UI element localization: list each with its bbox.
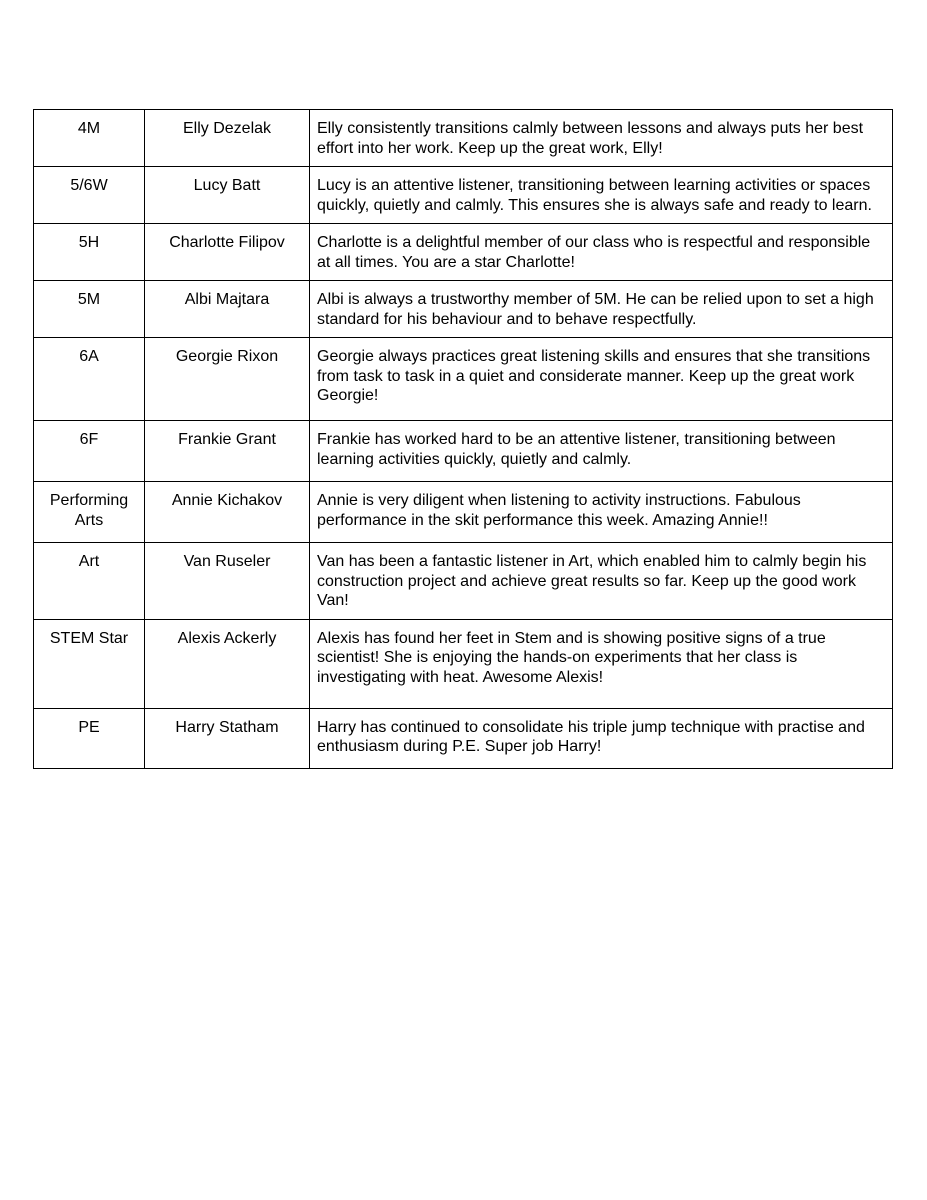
student-name-cell: Frankie Grant	[145, 421, 310, 482]
student-name-cell: Van Ruseler	[145, 543, 310, 620]
class-cell: 4M	[34, 110, 145, 167]
student-name-cell: Harry Statham	[145, 708, 310, 768]
class-cell: Performing Arts	[34, 482, 145, 543]
comment-cell: Alexis has found her feet in Stem and is showing positive signs of a true scientist! She is enjoying the hands-on experiments that her class is investigating with heat. Awesome Alexis!	[310, 619, 893, 708]
class-cell: 6A	[34, 338, 145, 421]
table-row	[34, 421, 893, 482]
table-row	[34, 338, 893, 421]
table-row	[34, 619, 893, 708]
class-cell: STEM Star	[34, 619, 145, 708]
class-cell: PE	[34, 708, 145, 768]
comment-cell: Frankie has worked hard to be an attentive listener, transitioning between learning activities quickly, quietly and calmly.	[310, 421, 893, 482]
table-row	[34, 543, 893, 620]
table-row	[34, 224, 893, 281]
student-name-cell: Albi Majtara	[145, 281, 310, 338]
class-cell: 6F	[34, 421, 145, 482]
class-cell: 5/6W	[34, 167, 145, 224]
table-row	[34, 482, 893, 543]
class-cell: 5H	[34, 224, 145, 281]
student-name-cell: Lucy Batt	[145, 167, 310, 224]
student-name-cell: Elly Dezelak	[145, 110, 310, 167]
student-name-cell: Alexis Ackerly	[145, 619, 310, 708]
student-name-cell: Georgie Rixon	[145, 338, 310, 421]
awards-table	[33, 109, 893, 769]
comment-cell: Charlotte is a delightful member of our class who is respectful and responsible at all times. You are a star Charlotte!	[310, 224, 893, 281]
class-cell: Art	[34, 543, 145, 620]
table-row	[34, 110, 893, 167]
table-row	[34, 281, 893, 338]
comment-cell: Elly consistently transitions calmly between lessons and always puts her best effort into her work. Keep up the great work, Elly!	[310, 110, 893, 167]
student-name-cell: Charlotte Filipov	[145, 224, 310, 281]
comment-cell: Albi is always a trustworthy member of 5M. He can be relied upon to set a high standard for his behaviour and to behave respectfully.	[310, 281, 893, 338]
student-name-cell: Annie Kichakov	[145, 482, 310, 543]
comment-cell: Van has been a fantastic listener in Art, which enabled him to calmly begin his construction project and achieve great results so far. Keep up the good work Van!	[310, 543, 893, 620]
comment-cell: Harry has continued to consolidate his triple jump technique with practise and enthusiasm during P.E. Super job Harry!	[310, 708, 893, 768]
class-cell: 5M	[34, 281, 145, 338]
table-row	[34, 167, 893, 224]
table-row	[34, 708, 893, 768]
comment-cell: Annie is very diligent when listening to activity instructions. Fabulous performance in the skit performance this week. Amazing Annie!!	[310, 482, 893, 543]
comment-cell: Lucy is an attentive listener, transitioning between learning activities or spaces quickly, quietly and calmly. This ensures she is always safe and ready to learn.	[310, 167, 893, 224]
comment-cell: Georgie always practices great listening skills and ensures that she transitions from task to task in a quiet and considerate manner. Keep up the great work Georgie!	[310, 338, 893, 421]
